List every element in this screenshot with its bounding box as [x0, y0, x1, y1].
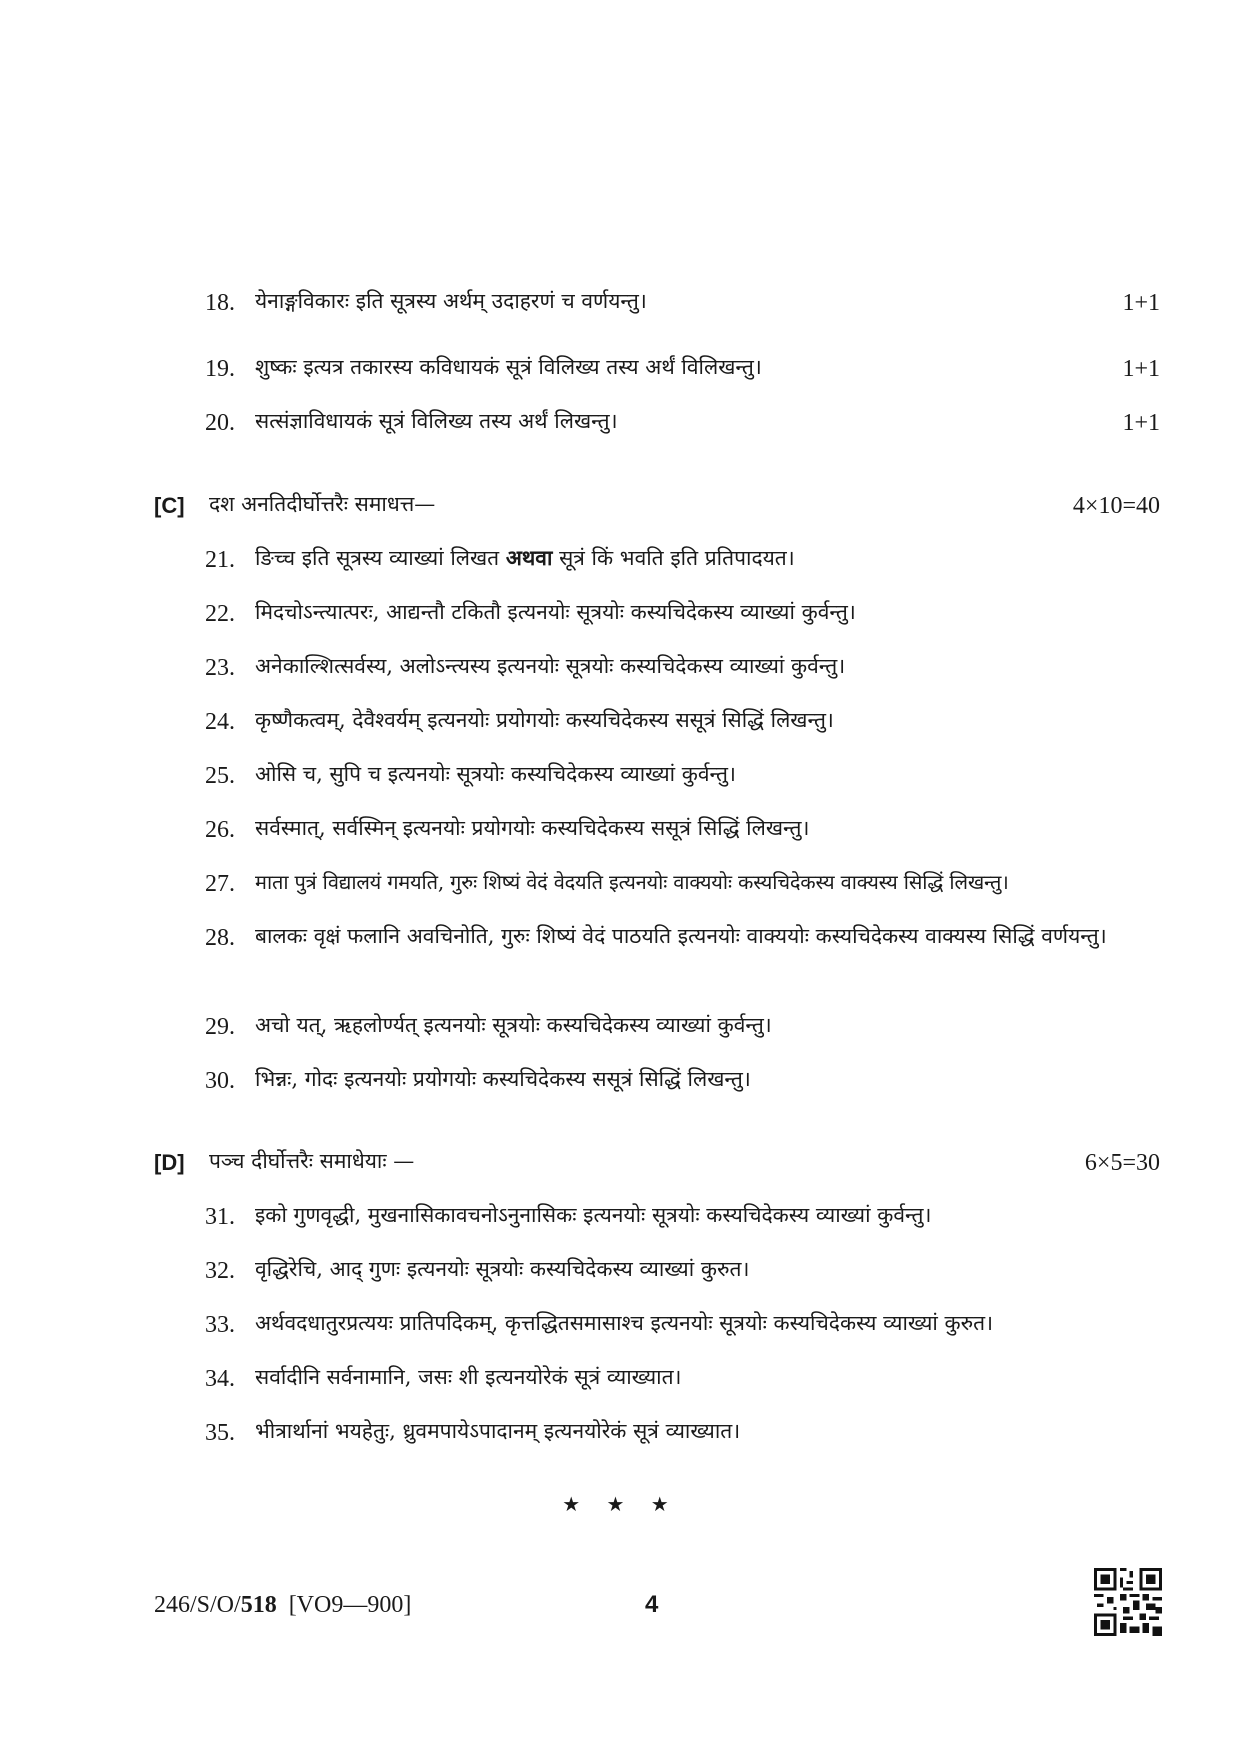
question-text: सत्संज्ञाविधायकं सूत्रं विलिख्य तस्य अर्थं लिखन्तु। — [255, 409, 618, 433]
question-number: 23. — [205, 655, 235, 681]
section-instruction: दश अनतिदीर्घोत्तरैः समाधत्त— — [209, 492, 436, 516]
question-marks: 1+1 — [1122, 290, 1160, 316]
question-text: ङिच्च इति सूत्रस्य व्याख्यां लिखत अथवा सूत्रं किं भवति इति प्रतिपादयत। — [255, 545, 795, 570]
paper-code: 246/S/O/518 [VO9—900] — [154, 1592, 412, 1618]
question-text: शुष्कः इत्यत्र तकारस्य कविधायकं सूत्रं विलिख्य तस्य अर्थं विलिखन्तु। — [255, 355, 762, 379]
question-text: माता पुत्रं विद्यालयं गमयति, गुरुः शिष्यं वेदं वेदयति इत्यनयोः वाक्ययोः कस्यचिदेकस्य वाक्यस्य सिद्धिं लिखन्तु। — [255, 870, 1009, 894]
question-number: 26. — [205, 817, 235, 843]
question-text: बालकः वृक्षं फलानि अवचिनोति, गुरुः शिष्यं वेदं पाठयति इत्यनयोः वाक्ययोः कस्यचिदेकस्य वाक्यस्य सिद्धिं वर्णयन्तु। — [255, 924, 1107, 948]
question-number: 20. — [205, 410, 235, 436]
question-number: 24. — [205, 709, 235, 735]
question-text: सर्वादीनि सर्वनामानि, जसः शी इत्यनयोरेकं सूत्रं व्याख्यात। — [255, 1365, 682, 1389]
qr-code-icon — [1094, 1568, 1162, 1636]
question-number: 32. — [205, 1258, 235, 1284]
section-label: [D] — [154, 1150, 185, 1175]
question-text: अर्थवदधातुरप्रत्ययः प्रातिपदिकम्, कृत्तद्धितसमासाश्च इत्यनयोः सूत्रयोः कस्यचिदेकस्य व्याख्यां कुरुत। — [255, 1311, 994, 1335]
section-marks: 4×10=40 — [1072, 493, 1160, 519]
question-number: 31. — [205, 1204, 235, 1230]
question-number: 33. — [205, 1312, 235, 1338]
section-label: [C] — [154, 493, 185, 518]
question-number: 27. — [205, 871, 235, 897]
question-number: 30. — [205, 1068, 235, 1094]
question-text: भिन्नः, गोदः इत्यनयोः प्रयोगयोः कस्यचिदेकस्य ससूत्रं सिद्धिं लिखन्तु। — [255, 1067, 751, 1091]
end-of-paper-stars: ★ ★ ★ — [562, 1492, 679, 1516]
question-number: 29. — [205, 1014, 235, 1040]
question-marks: 1+1 — [1122, 356, 1160, 382]
section-marks: 6×5=30 — [1084, 1150, 1160, 1176]
question-number: 22. — [205, 601, 235, 627]
question-number: 18. — [205, 290, 235, 316]
question-text: मिदचोऽन्त्यात्परः, आद्यन्तौ टकितौ इत्यनयोः सूत्रयोः कस्यचिदेकस्य व्याख्यां कुर्वन्तु। — [255, 600, 856, 624]
question-text: अनेकाल्शित्सर्वस्य, अलोऽन्त्यस्य इत्यनयोः सूत्रयोः कस्यचिदेकस्य व्याख्यां कुर्वन्तु। — [255, 654, 846, 678]
question-text: इको गुणवृद्धी, मुखनासिकावचनोऽनुनासिकः इत्यनयोः सूत्रयोः कस्यचिदेकस्य व्याख्यां कुर्वन्तु। — [255, 1203, 932, 1227]
question-number: 25. — [205, 763, 235, 789]
question-number: 34. — [205, 1366, 235, 1392]
question-text: येनाङ्गविकारः इति सूत्रस्य अर्थम् उदाहरणं च वर्णयन्तु। — [255, 289, 647, 313]
question-text: सर्वस्मात्, सर्वस्मिन् इत्यनयोः प्रयोगयोः कस्यचिदेकस्य ससूत्रं सिद्धिं लिखन्तु। — [255, 816, 810, 840]
question-number: 35. — [205, 1420, 235, 1446]
section-instruction: पञ्च दीर्घोत्तरैः समाधेयाः — — [209, 1149, 415, 1173]
question-number: 28. — [205, 925, 235, 951]
page-number: 4 — [645, 1591, 659, 1618]
question-text: कृष्णैकत्वम्, देवैश्वर्यम् इत्यनयोः प्रयोगयोः कस्यचिदेकस्य ससूत्रं सिद्धिं लिखन्तु। — [255, 708, 834, 732]
question-text: वृद्धिरेचि, आद् गुणः इत्यनयोः सूत्रयोः कस्यचिदेकस्य व्याख्यां कुरुत। — [255, 1257, 750, 1281]
question-marks: 1+1 — [1122, 410, 1160, 436]
question-text: ओसि च, सुपि च इत्यनयोः सूत्रयोः कस्यचिदेकस्य व्याख्यां कुर्वन्तु। — [255, 762, 736, 786]
question-text: भीत्रार्थानां भयहेतुः, ध्रुवमपायेऽपादानम् इत्यनयोरेकं सूत्रं व्याख्यात। — [255, 1419, 741, 1443]
question-number: 19. — [205, 356, 235, 382]
or-keyword: अथवा — [505, 545, 553, 570]
question-text: अचो यत्, ऋहलोर्ण्यत् इत्यनयोः सूत्रयोः कस्यचिदेकस्य व्याख्यां कुर्वन्तु। — [255, 1013, 772, 1037]
question-number: 21. — [205, 547, 235, 573]
